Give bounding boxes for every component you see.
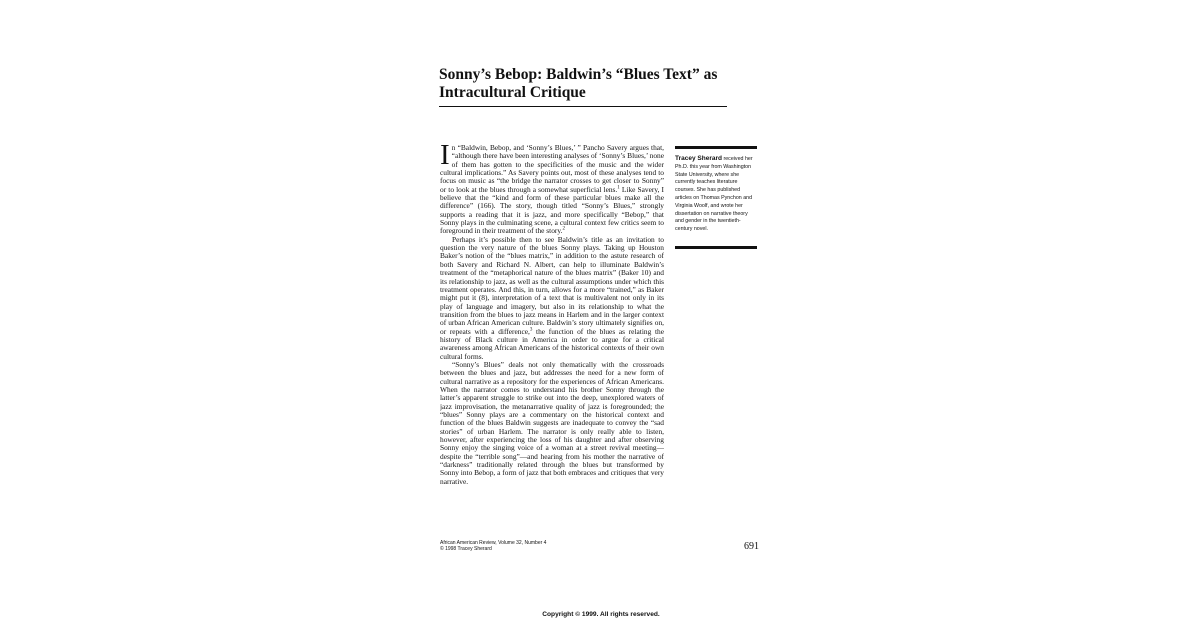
paragraph-2 xyxy=(440,236,664,361)
paragraph-1-text: n “Baldwin, Bebop, and ‘Sonny’s Blues,’ ” Pancho Savery argues that, “although there have been interesting analyses of ‘Sonny’s Blues,’ none of them has gotten to the specificities of the music and the wider cultural implications.” As Savery points out, most of these analyses tend to focus on music as “the bridge the narrator crosses to get closer to Sonny” or to look at the blues through a somewhat superficial lens. xyxy=(440,144,664,194)
author-bio-text: received her Ph.D. this year from Washington State University, where she currently teaches literature courses. She has published articles on Thomas Pynchon and Virginia Woolf, and wrote her dissertation on narrative theory and gender in the twentieth-century novel. xyxy=(675,156,753,233)
article-title: Sonny’s Bebop: Baldwin’s “Blues Text” as Intracultural Critique xyxy=(439,66,718,101)
footnote-marker-2[interactable]: 2 xyxy=(562,226,565,232)
article-copyright: © 1998 Tracey Sherard xyxy=(440,546,492,553)
footnote-marker-3[interactable]: 3 xyxy=(529,327,533,333)
drop-cap: I xyxy=(440,144,450,171)
paragraph-1 xyxy=(440,144,664,236)
paragraph-2-text: Perhaps it’s possible then to see Baldwin’s title as an invitation to question the very nature of the blues Sonny plays. Taking up Houston Baker’s notion of the “blues matrix,” in addition to the astute research of both Savery and Richard N. Albert, can help to illuminate Baldwin’s treatment of the “metaphorical nature of the blues matrix” (Baker 10) and its relationship to jazz, as well as the cultural assumptions under which this treatment operates. And this, in turn, allows for a more “trained,” as Baker might put it (8), interpretation of a text that is multivalent not only in its play of language and imagery, but also in its relationship to what the transition from the blues to jazz means in Harlem and in the larger context of urban African American culture. Baldwin’s story ultimately signifies on, or repeats with a difference, xyxy=(440,234,664,336)
sidebar-top-rule xyxy=(675,146,757,149)
paragraph-2-text-after: the function of the blues as relating the history of Black culture in America in order to argue for a critical awareness among African Americans of the historical contexts of their own cultural forms. xyxy=(440,326,664,361)
page-number: 691 xyxy=(744,541,759,552)
paragraph-3-text: “Sonny’s Blues” deals not only thematically with the crossroads between the blues and jazz, but addresses the need for a new form of cultural narrative as a repository for the experiences of African Americans. When the narrator comes to understand his brother Sonny through the latter’s apparent struggle to strike out into the deep, unexplored waters of jazz improvisation, the metanarrative quality of jazz is foregrounded; the “blues” Sonny plays are a commentary on the historical context and function of the blues Baldwin suggests are inadequate to convey the “sad stories” of urban Harlem. The narrator is only really able to listen, however, after experiencing the loss of his daughter and after observing Sonny enjoy the singing voice of a woman at a street revival meeting—despite the “terrible song”—and hearing from his mother the narrative of “darkness” traditionally related through the blues but transformed by Sonny into Bebop, a form of jazz that both embraces and critiques that very narrative. xyxy=(440,359,664,486)
sidebar-bottom-rule xyxy=(675,246,757,249)
author-name: Tracey Sherard xyxy=(675,155,722,162)
paragraph-1-text-after: Like Savery, I believe that the “kind and form of these particular blues make all the difference” (166). The story, though titled “Sonny’s Blues,” strongly supports a reading that it is jazz, and more specifically “Bebop,” that Sonny plays in the culminating scene, a cultural context few critics seem to foreground in their treatment of the story. xyxy=(440,184,664,236)
article-body xyxy=(440,144,664,526)
journal-citation: African American Review, Volume 32, Number 4 xyxy=(440,540,547,546)
author-bio xyxy=(675,155,757,234)
paragraph-3 xyxy=(440,361,664,486)
title-divider xyxy=(439,106,727,107)
journal-info xyxy=(440,540,640,553)
site-copyright: Copyright © 1999. All rights reserved. xyxy=(542,611,660,618)
footnote-marker-1[interactable]: 1 xyxy=(617,185,620,191)
